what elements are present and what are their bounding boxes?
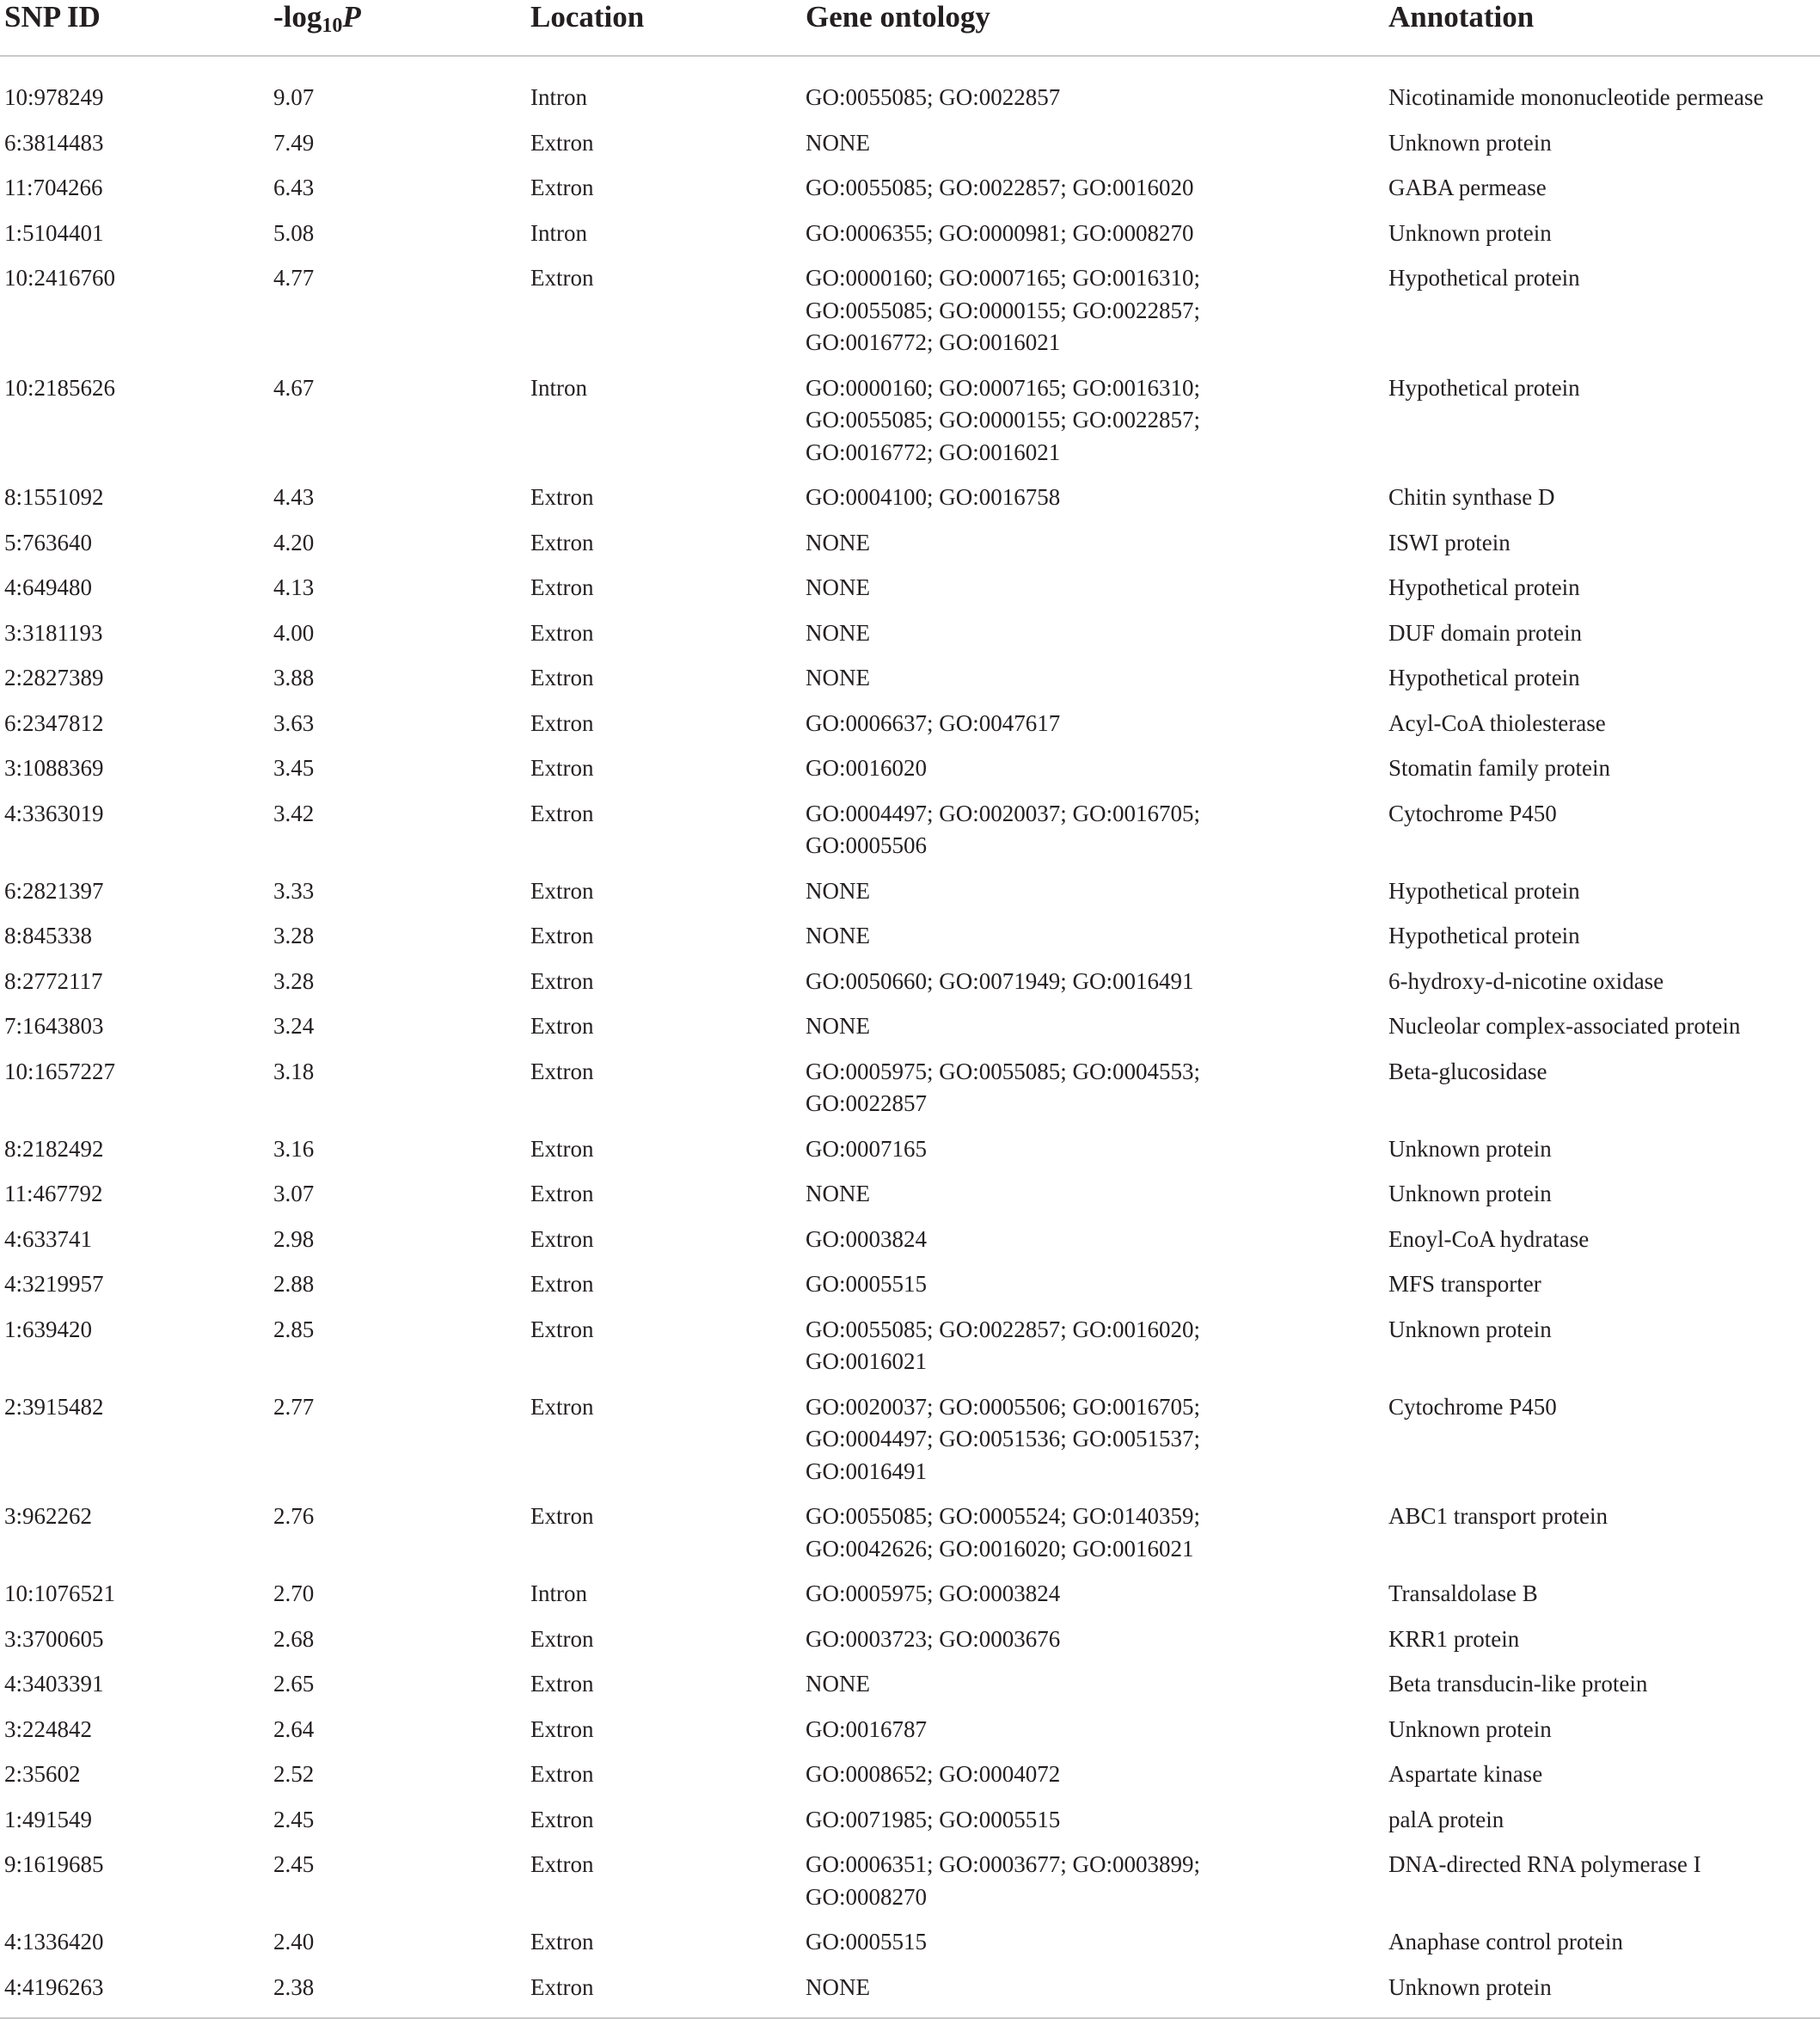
gene-ontology-line: GO:0000160; GO:0007165; GO:0016310;	[806, 374, 1200, 401]
header-snp-id: SNP ID	[4, 0, 101, 34]
cell-log-p: 2.77	[273, 1393, 315, 1420]
cell-location: Extron	[530, 1271, 594, 1297]
cell-annotation: Unknown protein	[1388, 1135, 1552, 1162]
cell-annotation: Unknown protein	[1388, 1973, 1552, 2000]
cell-snp-id: 11:467792	[4, 1181, 103, 1206]
cell-location: Extron	[530, 175, 594, 200]
cell-annotation: Hypothetical protein	[1388, 374, 1580, 401]
cell-annotation: Cytochrome P450	[1388, 800, 1557, 826]
cell-gene-ontology	[806, 572, 870, 604]
cell-log-p: 3.45	[273, 755, 315, 781]
cell-location: Extron	[530, 1973, 594, 2000]
gene-ontology-line: GO:0016787	[806, 1715, 927, 1742]
cell-log-p: 6.43	[273, 175, 315, 200]
cell-annotation: Enoyl-CoA hydratase	[1388, 1225, 1590, 1252]
gene-ontology-line: NONE	[806, 1013, 870, 1039]
cell-snp-id: 4:3219957	[4, 1271, 104, 1297]
cell-snp-id: 4:1336420	[4, 1929, 104, 1955]
cell-log-p: 3.63	[273, 709, 315, 736]
gene-ontology-line: GO:0006355; GO:0000981; GO:0008270	[806, 219, 1194, 246]
cell-gene-ontology	[806, 1500, 1200, 1565]
cell-gene-ontology	[806, 527, 870, 560]
cell-log-p: 4.20	[273, 529, 315, 555]
cell-snp-id: 7:1643803	[4, 1013, 104, 1039]
table-row	[0, 1804, 1820, 1837]
gene-ontology-line: GO:0016020	[806, 755, 927, 781]
cell-gene-ontology	[806, 662, 870, 695]
cell-location: Extron	[530, 1181, 594, 1206]
gene-ontology-line: NONE	[806, 877, 870, 904]
cell-annotation: Unknown protein	[1388, 129, 1552, 156]
cell-annotation: Hypothetical protein	[1388, 665, 1580, 690]
cell-snp-id: 1:5104401	[4, 219, 104, 246]
cell-snp-id: 4:633741	[4, 1225, 93, 1252]
gene-ontology-line: GO:0000160; GO:0007165; GO:0016310;	[806, 265, 1200, 291]
table-row	[0, 708, 1820, 740]
table-row	[0, 82, 1820, 114]
cell-annotation: Nicotinamide mononucleotide permease	[1388, 84, 1764, 110]
gene-ontology-line: NONE	[806, 529, 870, 555]
cell-log-p: 2.85	[273, 1316, 315, 1342]
cell-location: Intron	[530, 1580, 587, 1606]
cell-gene-ontology	[806, 1714, 927, 1746]
table-row	[0, 617, 1820, 650]
cell-location: Extron	[530, 1715, 594, 1742]
gene-ontology-line: GO:0008270	[806, 1883, 927, 1910]
cell-annotation: Unknown protein	[1388, 219, 1552, 246]
table-row	[0, 1268, 1820, 1301]
table-row	[0, 1224, 1820, 1256]
cell-gene-ontology	[806, 1758, 1060, 1791]
cell-location: Extron	[530, 923, 594, 948]
cell-log-p: 3.28	[273, 923, 315, 948]
gene-ontology-line: GO:0071985; GO:0005515	[806, 1806, 1061, 1832]
table-row	[0, 966, 1820, 998]
cell-annotation: Anaphase control protein	[1388, 1929, 1623, 1955]
cell-location: Extron	[530, 1761, 594, 1787]
gene-ontology-line: GO:0022857	[806, 1090, 927, 1116]
header-annotation: Annotation	[1388, 0, 1535, 34]
table-row	[0, 1578, 1820, 1611]
cell-location: Extron	[530, 967, 594, 994]
cell-annotation: Unknown protein	[1388, 1715, 1552, 1742]
cell-log-p: 2.88	[273, 1271, 315, 1297]
cell-annotation: ISWI protein	[1388, 529, 1511, 555]
header-location: Location	[530, 0, 645, 34]
cell-gene-ontology	[806, 1391, 1200, 1488]
table-row	[0, 1500, 1820, 1565]
table-row	[0, 1056, 1820, 1120]
cell-gene-ontology	[806, 708, 1060, 740]
table-row	[0, 1849, 1820, 1913]
cell-log-p: 3.07	[273, 1181, 315, 1206]
gene-ontology-line: NONE	[806, 574, 870, 600]
cell-gene-ontology	[806, 617, 870, 650]
cell-log-p: 4.13	[273, 574, 315, 600]
cell-annotation: GABA permease	[1388, 175, 1547, 200]
cell-annotation: Beta-glucosidase	[1388, 1058, 1547, 1084]
gene-ontology-line: GO:0004497; GO:0020037; GO:0016705;	[806, 800, 1200, 826]
cell-log-p: 2.98	[273, 1225, 315, 1252]
gene-ontology-line: NONE	[806, 619, 870, 646]
table-header	[0, 0, 1820, 57]
cell-annotation: MFS transporter	[1388, 1271, 1541, 1297]
cell-location: Extron	[530, 1671, 594, 1697]
gene-ontology-line: GO:0007165	[806, 1135, 927, 1162]
cell-location: Extron	[530, 1316, 594, 1342]
cell-gene-ontology	[806, 798, 1200, 862]
cell-annotation: Unknown protein	[1388, 1181, 1552, 1206]
cell-gene-ontology	[806, 1133, 927, 1166]
table-row	[0, 172, 1820, 205]
cell-gene-ontology	[806, 1178, 870, 1211]
cell-log-p: 4.00	[273, 619, 315, 646]
cell-annotation: Hypothetical protein	[1388, 574, 1580, 600]
cell-gene-ontology	[806, 372, 1200, 469]
cell-log-p: 2.70	[273, 1580, 315, 1606]
cell-snp-id: 4:649480	[4, 574, 93, 600]
cell-log-p: 2.76	[273, 1503, 315, 1529]
table-row	[0, 262, 1820, 359]
cell-gene-ontology	[806, 1926, 927, 1959]
cell-annotation: Beta transducin-like protein	[1388, 1671, 1648, 1697]
cell-snp-id: 4:4196263	[4, 1973, 104, 2000]
cell-gene-ontology	[806, 262, 1200, 359]
cell-annotation: Hypothetical protein	[1388, 877, 1580, 904]
cell-log-p: 3.42	[273, 800, 315, 826]
cell-location: Extron	[530, 1806, 594, 1832]
cell-location: Extron	[530, 265, 594, 291]
cell-snp-id: 10:1657227	[4, 1058, 116, 1084]
gene-ontology-line: GO:0055085; GO:0022857; GO:0016020	[806, 175, 1194, 200]
gene-ontology-line: GO:0042626; GO:0016020; GO:0016021	[806, 1535, 1194, 1562]
table-row	[0, 1668, 1820, 1701]
table-row	[0, 218, 1820, 250]
cell-annotation: Cytochrome P450	[1388, 1393, 1557, 1420]
cell-annotation: Nucleolar complex-associated protein	[1388, 1013, 1741, 1039]
cell-gene-ontology	[806, 875, 870, 908]
gene-ontology-line: GO:0005975; GO:0055085; GO:0004553;	[806, 1058, 1200, 1084]
table-row	[0, 1714, 1820, 1746]
gene-ontology-line: NONE	[806, 1181, 870, 1206]
cell-location: Extron	[530, 1013, 594, 1039]
table-row	[0, 1314, 1820, 1378]
gene-ontology-line: GO:0005506	[806, 832, 927, 858]
table-row	[0, 1972, 1820, 2004]
cell-location: Extron	[530, 1625, 594, 1652]
cell-annotation: Hypothetical protein	[1388, 923, 1580, 948]
cell-annotation: Stomatin family protein	[1388, 755, 1610, 781]
cell-gene-ontology	[806, 172, 1194, 205]
cell-location: Extron	[530, 1503, 594, 1529]
cell-snp-id: 2:35602	[4, 1761, 81, 1787]
cell-log-p: 4.67	[273, 374, 315, 401]
cell-snp-id: 10:2416760	[4, 265, 116, 291]
table-row	[0, 482, 1820, 514]
cell-gene-ontology	[806, 1623, 1060, 1656]
cell-annotation: Unknown protein	[1388, 1316, 1552, 1342]
cell-gene-ontology	[806, 752, 927, 785]
cell-location: Extron	[530, 755, 594, 781]
table-row	[0, 752, 1820, 785]
cell-snp-id: 3:224842	[4, 1715, 93, 1742]
header-log-prefix: -log	[273, 0, 322, 34]
cell-snp-id: 6:2347812	[4, 709, 104, 736]
gene-ontology-line: GO:0006351; GO:0003677; GO:0003899;	[806, 1851, 1200, 1877]
cell-snp-id: 10:1076521	[4, 1580, 116, 1606]
table-row	[0, 527, 1820, 560]
cell-gene-ontology	[806, 1056, 1200, 1120]
cell-location: Extron	[530, 1135, 594, 1162]
cell-log-p: 3.28	[273, 967, 315, 994]
cell-log-p: 2.40	[273, 1929, 315, 1955]
cell-gene-ontology	[806, 1849, 1200, 1913]
table-row	[0, 572, 1820, 604]
cell-location: Intron	[530, 374, 587, 401]
gene-ontology-line: GO:0020037; GO:0005506; GO:0016705;	[806, 1393, 1200, 1420]
cell-annotation: palA protein	[1388, 1806, 1504, 1832]
cell-gene-ontology	[806, 966, 1194, 998]
cell-gene-ontology	[806, 127, 870, 160]
cell-log-p: 3.33	[273, 877, 315, 904]
cell-annotation: Aspartate kinase	[1388, 1761, 1543, 1787]
gene-ontology-line: GO:0006637; GO:0047617	[806, 709, 1061, 736]
table-row	[0, 875, 1820, 908]
cell-gene-ontology	[806, 82, 1060, 114]
table-row	[0, 1926, 1820, 1959]
gene-ontology-line: GO:0003824	[806, 1225, 927, 1252]
gene-ontology-line: NONE	[806, 129, 870, 156]
cell-log-p: 2.64	[273, 1715, 315, 1742]
cell-snp-id: 8:845338	[4, 923, 93, 948]
cell-snp-id: 1:491549	[4, 1806, 93, 1832]
table-row	[0, 1010, 1820, 1043]
cell-gene-ontology	[806, 1314, 1200, 1378]
cell-annotation: Acyl-CoA thiolesterase	[1388, 709, 1606, 736]
cell-location: Extron	[530, 1929, 594, 1955]
gene-ontology-line: NONE	[806, 923, 870, 948]
cell-snp-id: 3:1088369	[4, 755, 104, 781]
gene-ontology-line: GO:0016491	[806, 1457, 927, 1484]
cell-log-p: 4.43	[273, 484, 315, 510]
cell-snp-id: 10:978249	[4, 84, 104, 110]
gene-ontology-line: GO:0050660; GO:0071949; GO:0016491	[806, 967, 1194, 994]
cell-log-p: 2.38	[273, 1973, 315, 2000]
cell-gene-ontology	[806, 1268, 927, 1301]
cell-gene-ontology	[806, 1668, 870, 1701]
cell-snp-id: 8:2182492	[4, 1135, 104, 1162]
cell-snp-id: 1:639420	[4, 1316, 93, 1342]
cell-snp-id: 2:3915482	[4, 1393, 104, 1420]
cell-log-p: 3.24	[273, 1013, 315, 1039]
gene-ontology-line: GO:0004100; GO:0016758	[806, 484, 1061, 510]
cell-snp-id: 6:3814483	[4, 129, 104, 156]
cell-annotation: ABC1 transport protein	[1388, 1503, 1608, 1529]
cell-log-p: 4.77	[273, 265, 315, 291]
header-log-p-letter: P	[342, 0, 361, 34]
gene-ontology-line: GO:0005515	[806, 1271, 927, 1297]
gene-ontology-line: GO:0055085; GO:0005524; GO:0140359;	[806, 1503, 1200, 1529]
gene-ontology-line: NONE	[806, 1973, 870, 2000]
cell-snp-id: 5:763640	[4, 529, 93, 555]
cell-gene-ontology	[806, 1804, 1060, 1837]
cell-location: Extron	[530, 484, 594, 510]
table-row	[0, 920, 1820, 953]
cell-log-p: 2.45	[273, 1851, 315, 1877]
table-row	[0, 662, 1820, 695]
table-row	[0, 1178, 1820, 1211]
cell-annotation: Chitin synthase D	[1388, 484, 1555, 510]
cell-location: Extron	[530, 129, 594, 156]
cell-location: Extron	[530, 529, 594, 555]
cell-snp-id: 11:704266	[4, 175, 103, 200]
cell-snp-id: 9:1619685	[4, 1851, 104, 1877]
cell-annotation: DUF domain protein	[1388, 619, 1582, 646]
table-row	[0, 372, 1820, 469]
cell-location: Extron	[530, 574, 594, 600]
cell-annotation: 6-hydroxy-d-nicotine oxidase	[1388, 967, 1664, 994]
header-log-p	[273, 0, 361, 37]
cell-snp-id: 8:1551092	[4, 484, 104, 510]
cell-gene-ontology	[806, 1578, 1060, 1611]
cell-snp-id: 3:3700605	[4, 1625, 104, 1652]
cell-gene-ontology	[806, 1224, 927, 1256]
cell-log-p: 2.52	[273, 1761, 315, 1787]
gene-ontology-line: GO:0055085; GO:0022857; GO:0016020;	[806, 1316, 1200, 1342]
cell-location: Extron	[530, 877, 594, 904]
cell-location: Intron	[530, 84, 587, 110]
cell-snp-id: 10:2185626	[4, 374, 116, 401]
cell-snp-id: 3:962262	[4, 1503, 93, 1529]
cell-location: Intron	[530, 219, 587, 246]
cell-log-p: 3.16	[273, 1135, 315, 1162]
cell-log-p: 3.88	[273, 665, 315, 690]
gene-ontology-line: GO:0003723; GO:0003676	[806, 1625, 1061, 1652]
gene-ontology-line: GO:0016772; GO:0016021	[806, 329, 1061, 355]
table-row	[0, 1133, 1820, 1166]
gene-ontology-line: GO:0055085; GO:0022857	[806, 84, 1061, 110]
gene-ontology-line: GO:0004497; GO:0051536; GO:0051537;	[806, 1426, 1200, 1451]
cell-snp-id: 8:2772117	[4, 967, 103, 994]
gene-ontology-line: GO:0016021	[806, 1348, 927, 1374]
cell-location: Extron	[530, 709, 594, 736]
cell-gene-ontology	[806, 482, 1060, 514]
cell-log-p: 2.65	[273, 1671, 315, 1697]
table-row	[0, 1623, 1820, 1656]
cell-log-p: 9.07	[273, 84, 315, 110]
cell-location: Extron	[530, 1851, 594, 1877]
table-row	[0, 798, 1820, 862]
gene-ontology-line: GO:0005515	[806, 1929, 927, 1955]
gene-ontology-line: GO:0005975; GO:0003824	[806, 1580, 1061, 1606]
cell-snp-id: 6:2821397	[4, 877, 104, 904]
cell-location: Extron	[530, 1225, 594, 1252]
header-log-subscript: 10	[322, 15, 343, 37]
cell-location: Extron	[530, 619, 594, 646]
gene-ontology-line: NONE	[806, 665, 870, 690]
table-row	[0, 1391, 1820, 1488]
cell-gene-ontology	[806, 1010, 870, 1043]
gene-ontology-line: GO:0016772; GO:0016021	[806, 439, 1061, 465]
cell-snp-id: 2:2827389	[4, 665, 104, 690]
cell-gene-ontology	[806, 920, 870, 953]
cell-gene-ontology	[806, 1972, 870, 2004]
cell-gene-ontology	[806, 218, 1194, 250]
cell-location: Extron	[530, 665, 594, 690]
cell-snp-id: 4:3403391	[4, 1671, 104, 1697]
cell-snp-id: 4:3363019	[4, 800, 104, 826]
cell-log-p: 3.18	[273, 1058, 315, 1084]
cell-log-p: 5.08	[273, 219, 315, 246]
cell-log-p: 7.49	[273, 129, 315, 156]
cell-annotation: Transaldolase B	[1388, 1580, 1538, 1606]
cell-annotation: DNA-directed RNA polymerase I	[1388, 1851, 1701, 1877]
table-row	[0, 1758, 1820, 1791]
cell-annotation: Hypothetical protein	[1388, 265, 1580, 291]
cell-log-p: 2.68	[273, 1625, 315, 1652]
gene-ontology-line: GO:0055085; GO:0000155; GO:0022857;	[806, 407, 1200, 433]
cell-log-p: 2.45	[273, 1806, 315, 1832]
cell-snp-id: 3:3181193	[4, 619, 103, 646]
gene-ontology-line: NONE	[806, 1671, 870, 1697]
gene-ontology-line: GO:0055085; GO:0000155; GO:0022857;	[806, 297, 1200, 323]
cell-location: Extron	[530, 1058, 594, 1084]
gene-ontology-line: GO:0008652; GO:0004072	[806, 1761, 1061, 1787]
cell-annotation: KRR1 protein	[1388, 1625, 1520, 1652]
header-gene-ontology: Gene ontology	[806, 0, 990, 34]
cell-location: Extron	[530, 800, 594, 826]
table-row	[0, 127, 1820, 160]
cell-location: Extron	[530, 1393, 594, 1420]
